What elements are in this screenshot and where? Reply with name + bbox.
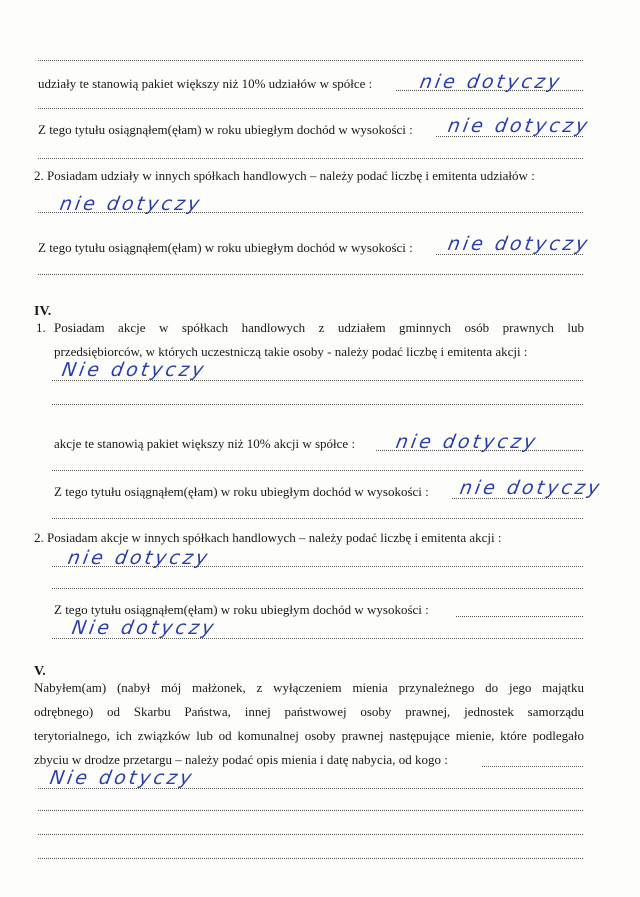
blank-line — [38, 810, 583, 811]
shares-municipal-line1: Posiadam akcje w spółkach handlowych z udziałem gminnych osób prawnych lub — [54, 320, 584, 335]
blank-line — [52, 404, 583, 405]
blank-line — [38, 158, 583, 159]
income-label: Z tego tytułu osiągnąłem(ęłam) w roku ubiegłym dochód w wysokości : — [38, 240, 413, 255]
blank-line — [38, 274, 583, 275]
blank-line — [52, 470, 583, 471]
blank-line — [482, 766, 583, 767]
item-number: 1. — [36, 320, 46, 335]
section-heading: V. — [34, 664, 46, 679]
shares-other-companies-label: 2. Posiadam udziały w innych spółkach handlowych – należy podać liczbę i emitenta udziałów : — [34, 168, 535, 183]
income-label: Z tego tytułu osiągnąłem(ęłam) w roku ubiegłym dochód w wysokości : — [38, 122, 413, 137]
handwritten-answer: Nie dotyczy — [70, 617, 219, 639]
handwritten-answer: nie dotyczy — [394, 431, 541, 453]
blank-line — [52, 518, 583, 519]
acquisition-text-line1: Nabyłem(am) (nabył mój małżonek, z wyłączeniem mienia przynależnego do jego majątku — [34, 680, 584, 695]
handwritten-answer: nie dotyczy — [446, 115, 593, 137]
shares-stake-label: udziały te stanowią pakiet większy niż 10% udziałów w spółce : — [38, 76, 373, 91]
acquisition-text-line4: zbyciu w drodze przetargu – należy podać opis mienia i datę nabycia, od kogo : — [34, 752, 448, 767]
blank-line — [38, 834, 583, 835]
handwritten-answer: nie dotyczy — [446, 233, 593, 255]
handwritten-answer: Nie dotyczy — [48, 767, 197, 789]
handwritten-answer: nie dotyczy — [418, 71, 565, 93]
shares-municipal-line2: przedsiębiorców, w których uczestniczą takie osoby - należy podać liczbę i emitenta akcji : — [54, 344, 528, 359]
handwritten-answer: nie dotyczy — [458, 477, 605, 499]
blank-line — [456, 616, 583, 617]
blank-line — [38, 108, 583, 109]
stocks-other-companies-label: 2. Posiadam akcje w innych spółkach handlowych – należy podać liczbę i emitenta akcji : — [34, 530, 502, 545]
acquisition-text-line3: terytorialnego, ich związków lub od komunalnej osoby prawnej następujące mienie, które podlegało — [34, 728, 584, 743]
handwritten-answer: Nie dotyczy — [60, 359, 209, 381]
acquisition-text-line2: odrębnego) od Skarbu Państwa, innej państwowej osoby prawnej, jednostek samorządu — [34, 704, 584, 719]
blank-line — [38, 858, 583, 859]
handwritten-answer: nie dotyczy — [66, 547, 213, 569]
handwritten-answer: nie dotyczy — [58, 193, 205, 215]
income-label: Z tego tytułu osiągnąłem(ęłam) w roku ubiegłym dochód w wysokości : — [54, 602, 429, 617]
blank-line — [38, 60, 583, 61]
stocks-stake-label: akcje te stanowią pakiet większy niż 10% akcji w spółce : — [54, 436, 356, 451]
income-label: Z tego tytułu osiągnąłem(ęłam) w roku ubiegłym dochód w wysokości : — [54, 484, 429, 499]
blank-line — [52, 588, 583, 589]
section-heading: IV. — [34, 304, 52, 319]
